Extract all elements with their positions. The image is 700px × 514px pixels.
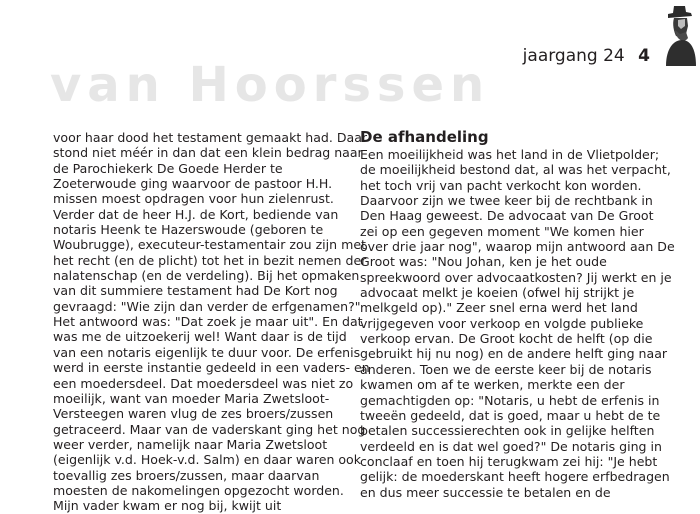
text-line: was me de uitzoekerij wel! Want daar is de tijd	[53, 329, 347, 345]
text-line: stond niet méér in dan dat een klein bedrag naar	[53, 145, 363, 161]
page-number: 4	[638, 46, 650, 66]
text-line: gebruikt hij nu nog) en de andere helft ging naar	[360, 346, 668, 362]
text-line: spreekwoord over advocaatkosten? Jij werkt en je	[360, 269, 672, 285]
silhouette-logo	[656, 4, 696, 66]
text-line: toevallig zes broers/zussen, maar daarvan	[53, 467, 320, 483]
text-line: de moeilijkheid bestond dat, al was het verpacht,	[360, 162, 671, 178]
text-line: nalatenschap (en de verdeling). Bij het opmaken	[53, 268, 360, 284]
text-line: de Parochiekerk De Goede Herder te	[53, 160, 283, 176]
text-line: kwamen om af te werken, merkte een der	[360, 377, 625, 393]
text-line: zei op een gegeven moment "We komen hier	[360, 223, 644, 239]
text-line: verkoop ervan. De Groot kocht de helft (op die	[360, 331, 653, 347]
text-line: een moedersdeel. Dat moedersdeel was niet zo	[53, 375, 354, 391]
text-line: Daarvoor zijn we twee keer bij de rechtbank in	[360, 193, 653, 209]
text-line: tweeën gedeeld, dat is goed, maar u hebt de te	[360, 407, 661, 423]
watermark-title: van Hoorssen	[50, 57, 491, 113]
text-line: betalen successierechten ook in gelijke helften	[360, 423, 655, 439]
volume-label: jaargang	[522, 46, 598, 66]
text-line: gelijk: de moederskant heeft hogere erfbedragen	[360, 469, 670, 485]
volume-number: 24	[603, 46, 625, 66]
text-line: weer verder, namelijk naar Maria Zwetsloot	[53, 436, 328, 452]
text-line: het toch vrij van pacht verkocht kon worden.	[360, 177, 642, 193]
text-line: Woubrugge), executeur-testamentair zou zijn met	[53, 237, 366, 253]
text-line: Zoeterwoude ging waarvoor de pastoor H.H.	[53, 176, 333, 192]
text-line: van dit summiere testament had De Kort nog	[53, 283, 338, 299]
left-column	[53, 130, 370, 514]
text-line: Een moeilijkheid was het land in de Vlietpolder;	[360, 147, 660, 162]
text-line: missen moest opdragen voor hun zielenrust.	[53, 191, 334, 207]
text-line: notaris Heenk te Hazerswoude (geboren te	[53, 222, 324, 238]
text-line: voor haar dood het testament gemaakt had. Daar	[53, 130, 368, 145]
text-line: Het antwoord was: "Dat zoek je maar uit". En dat	[53, 314, 363, 330]
text-line: conclaaf en toen hij terugkwam zei hij: "Je hebt	[360, 453, 658, 469]
text-line: getraceerd. Maar van de vaderskant ging het nog	[53, 421, 366, 437]
text-line: vrijgegeven voor verkoop en volgde publieke	[360, 315, 644, 331]
text-line: Den Haag geweest. De advocaat van De Groot	[360, 208, 654, 224]
section-heading: De afhandeling	[360, 128, 489, 146]
text-line: melkgeld op)." Zeer snel erna werd het land	[360, 300, 638, 316]
text-line: Versteegen waren vlug de zes broers/zussen	[53, 406, 334, 422]
text-line: Groot was: "Nou Johan, ken je het oude	[360, 254, 607, 270]
text-line: over drie jaar nog", waarop mijn antwoord aan De	[360, 239, 675, 255]
text-line: verdeeld en is dat wel goed?" De notaris ging in	[360, 438, 662, 454]
text-line: moeilijk, want van moeder Maria Zwetsloot-	[53, 390, 330, 406]
text-line: advocaat melkt je koeien (ofwel hij strijkt je	[360, 285, 635, 301]
text-line: anderen. Toen we de eerste keer bij de notaris	[360, 361, 652, 377]
text-line: werd in eerste instantie gedeeld in een vaders- en	[53, 360, 370, 376]
text-line: en dus meer successie te betalen en de	[360, 484, 611, 500]
text-line: gemachtigden op: "Notaris, u hebt de erfenis in	[360, 392, 660, 408]
text-line: het recht (en de plicht) tot het in bezit nemen der	[53, 252, 367, 268]
text-line: (eigenlijk v.d. Hoek-v.d. Salm) en daar waren ook	[53, 452, 361, 468]
text-line: Mijn vader kwam er nog bij, kwijt uit	[53, 498, 282, 514]
page-header	[523, 46, 650, 66]
text-line: Verder dat de heer H.J. de Kort, bediende van	[53, 206, 339, 222]
text-line: moesten de nakomelingen opgezocht worden.	[53, 482, 344, 498]
right-column-body	[360, 147, 675, 500]
right-column	[360, 128, 675, 500]
text-line: gevraagd: "Wie zijn dan verder de erfgenamen?"	[53, 298, 361, 314]
text-line: van een notaris eigenlijk te duur voor. De erfenis	[53, 344, 361, 360]
